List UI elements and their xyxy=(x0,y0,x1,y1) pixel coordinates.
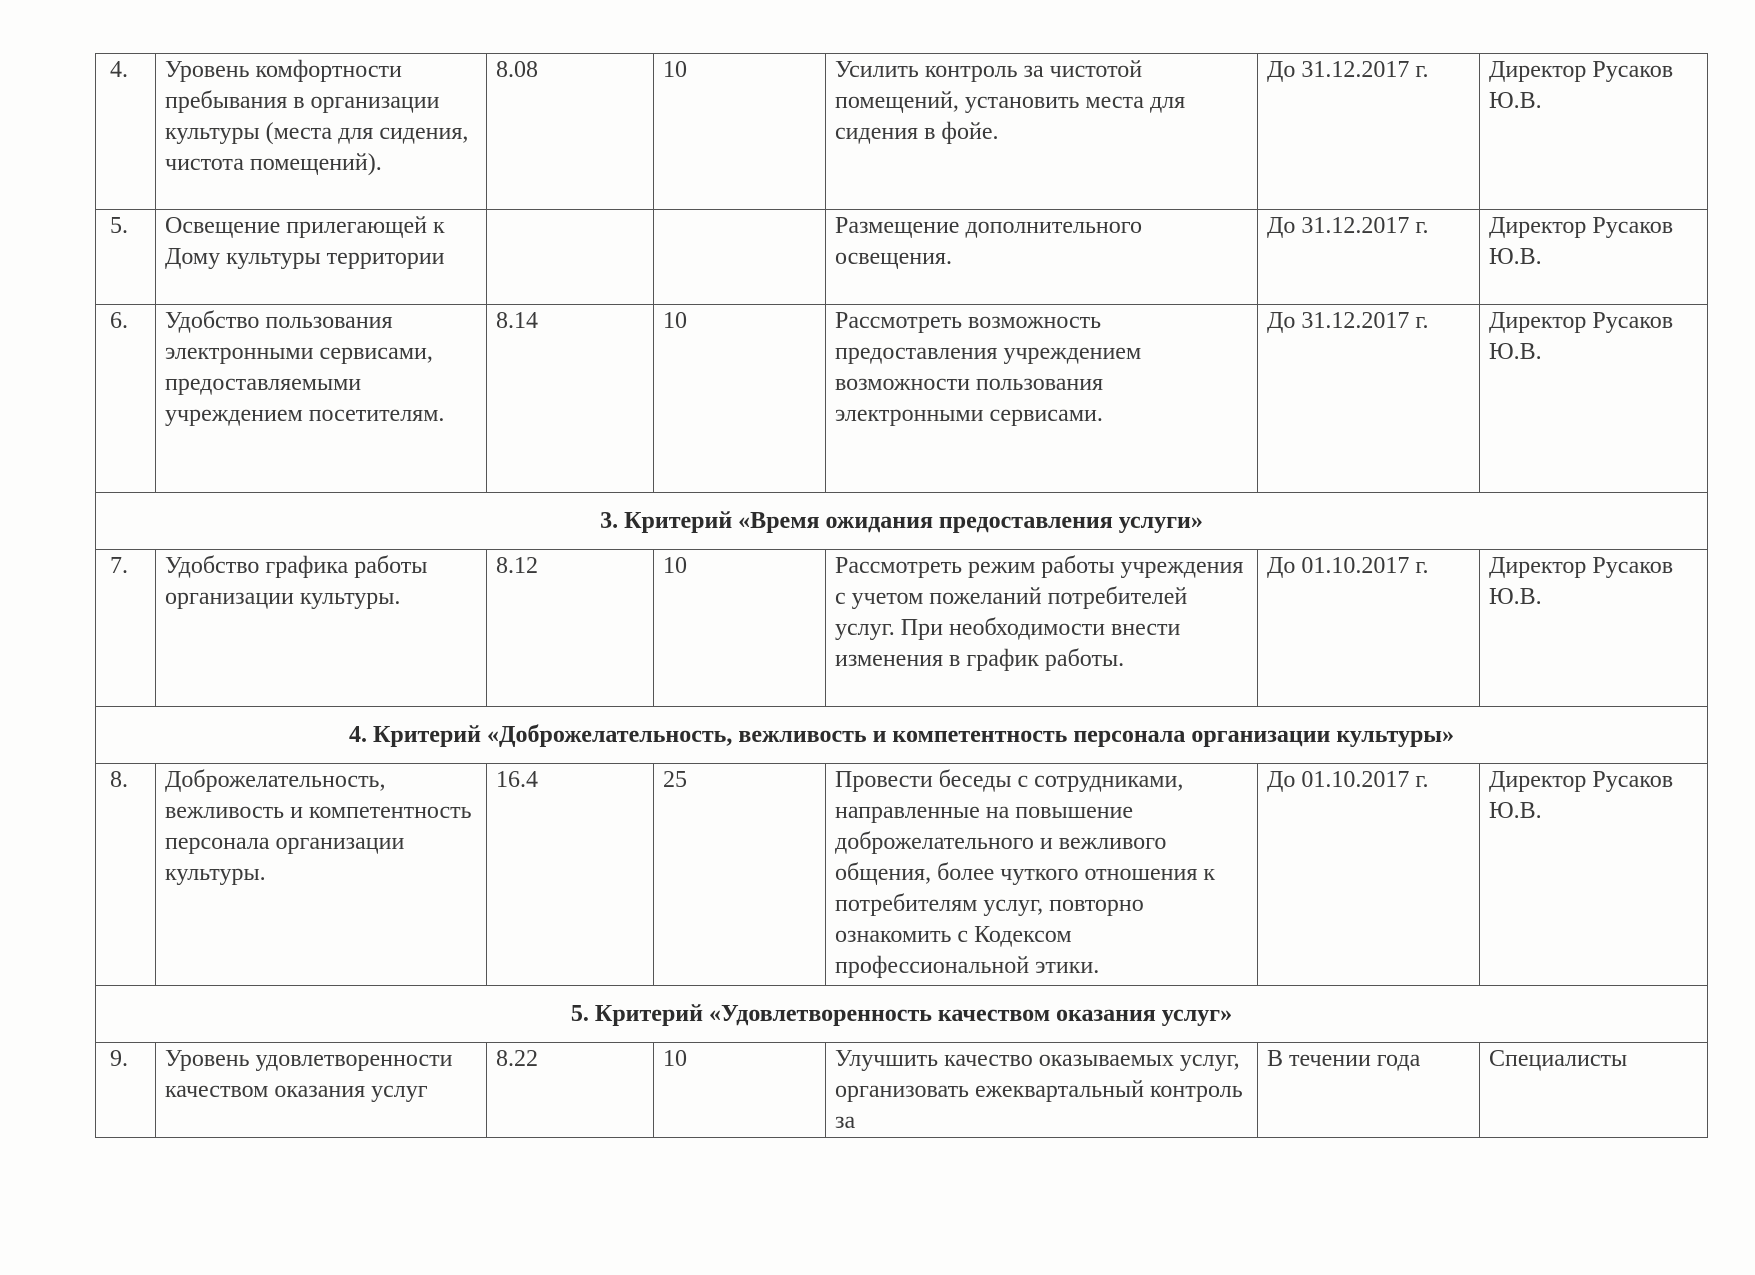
row-number: 4. xyxy=(96,54,156,210)
row-number: 7. xyxy=(96,550,156,707)
score-value-cell: 8.22 xyxy=(487,1043,654,1138)
responsible-cell: Директор Русаков Ю.В. xyxy=(1480,54,1708,210)
table-row xyxy=(96,210,1708,305)
deadline-cell: До 31.12.2017 г. xyxy=(1258,210,1480,305)
max-score-cell: 10 xyxy=(654,1043,826,1138)
table-row xyxy=(96,305,1708,493)
measure-cell: Провести беседы с сотрудниками, направленные на повышение доброжелательного и вежливого общения, более чуткого отношения к потребителям услуг, повторно ознакомить с Кодексом профессиональной этики. xyxy=(826,764,1258,986)
indicator-cell: Удобство графика работы организации культуры. xyxy=(156,550,487,707)
score-value-cell: 8.14 xyxy=(487,305,654,493)
responsible-cell: Специалисты xyxy=(1480,1043,1708,1138)
measure-cell: Размещение дополнительного освещения. xyxy=(826,210,1258,305)
indicator-cell: Доброжелательность, вежливость и компетентность персонала организации культуры. xyxy=(156,764,487,986)
deadline-cell: До 31.12.2017 г. xyxy=(1258,54,1480,210)
deadline-cell: До 01.10.2017 г. xyxy=(1258,550,1480,707)
table-row xyxy=(96,764,1708,986)
row-number: 8. xyxy=(96,764,156,986)
section-header-criterion-3: 3. Критерий «Время ожидания предоставления услуги» xyxy=(96,493,1708,550)
score-value-cell: 16.4 xyxy=(487,764,654,986)
responsible-cell: Директор Русаков Ю.В. xyxy=(1480,210,1708,305)
responsible-cell: Директор Русаков Ю.В. xyxy=(1480,305,1708,493)
indicator-cell: Уровень удовлетворенности качеством оказания услуг xyxy=(156,1043,487,1138)
indicator-cell: Уровень комфортности пребывания в организации культуры (места для сидения, чистота помещений). xyxy=(156,54,487,210)
row-number: 9. xyxy=(96,1043,156,1138)
table-row xyxy=(96,54,1708,210)
indicator-cell: Удобство пользования электронными сервисами, предоставляемыми учреждением посетителям. xyxy=(156,305,487,493)
responsible-cell: Директор Русаков Ю.В. xyxy=(1480,764,1708,986)
deadline-cell: До 31.12.2017 г. xyxy=(1258,305,1480,493)
section-header-row xyxy=(96,986,1708,1043)
section-header-row xyxy=(96,707,1708,764)
score-value-cell xyxy=(487,210,654,305)
measure-cell: Рассмотреть возможность предоставления учреждением возможности пользования электронными сервисами. xyxy=(826,305,1258,493)
max-score-cell: 25 xyxy=(654,764,826,986)
section-header-row xyxy=(96,493,1708,550)
responsible-cell: Директор Русаков Ю.В. xyxy=(1480,550,1708,707)
score-value-cell: 8.12 xyxy=(487,550,654,707)
table-row xyxy=(96,550,1708,707)
max-score-cell xyxy=(654,210,826,305)
max-score-cell: 10 xyxy=(654,54,826,210)
measure-cell: Усилить контроль за чистотой помещений, установить места для сидения в фойе. xyxy=(826,54,1258,210)
indicator-cell: Освещение прилегающей к Дому культуры территории xyxy=(156,210,487,305)
max-score-cell: 10 xyxy=(654,550,826,707)
max-score-cell: 10 xyxy=(654,305,826,493)
measure-cell: Рассмотреть режим работы учреждения с учетом пожеланий потребителей услуг. При необходимости внести изменения в график работы. xyxy=(826,550,1258,707)
deadline-cell: В течении года xyxy=(1258,1043,1480,1138)
section-header-criterion-5: 5. Критерий «Удовлетворенность качеством оказания услуг» xyxy=(96,986,1708,1043)
deadline-cell: До 01.10.2017 г. xyxy=(1258,764,1480,986)
row-number: 5. xyxy=(96,210,156,305)
score-value-cell: 8.08 xyxy=(487,54,654,210)
row-number: 6. xyxy=(96,305,156,493)
table-row xyxy=(96,1043,1708,1138)
measure-cell: Улучшить качество оказываемых услуг, организовать ежеквартальный контроль за xyxy=(826,1043,1258,1138)
improvement-plan-table xyxy=(95,53,1708,1138)
section-header-criterion-4: 4. Критерий «Доброжелательность, вежливость и компетентность персонала организации культуры» xyxy=(96,707,1708,764)
